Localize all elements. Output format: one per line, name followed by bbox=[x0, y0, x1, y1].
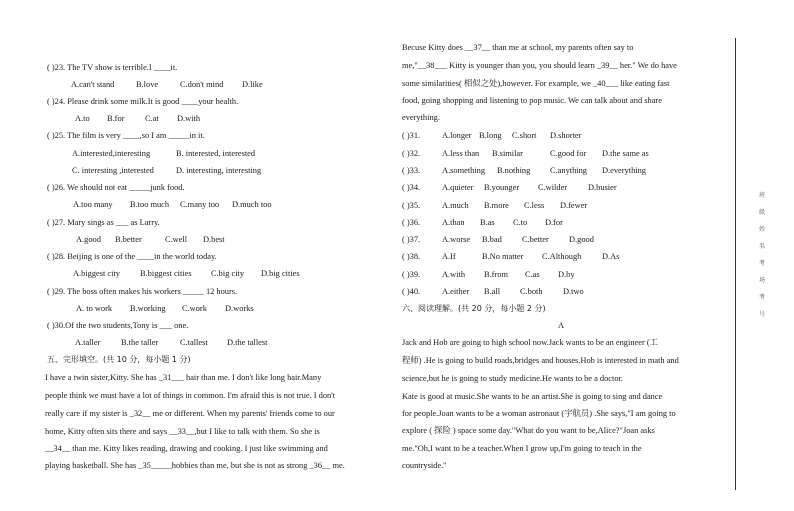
reading-line-1: Jack and Hob are going to high school now.Jack wants to be an engineer (工 bbox=[402, 338, 658, 347]
q28-option-c: C.big city bbox=[211, 269, 245, 278]
section-6-heading: 六、阅读理解。(共 20 分，每小题 2 分) bbox=[402, 304, 546, 313]
margin-char: 考 bbox=[758, 260, 765, 267]
cloze-32-option-c: C.good for bbox=[550, 149, 587, 158]
q26-option-b: B.too much bbox=[130, 200, 170, 209]
cloze-37-number: ( )37. bbox=[402, 235, 421, 244]
q25-option-b: B. interested, interested bbox=[176, 149, 256, 158]
cloze-32-option-a: A.less than bbox=[442, 149, 480, 158]
cloze-38-option-c: C.Although bbox=[542, 252, 582, 261]
cloze-passage-cont-line-4: food, going shopping and listening to pop music. We can talk about and share bbox=[402, 96, 662, 105]
cloze-39-number: ( )39. bbox=[402, 270, 421, 279]
cloze-34-option-b: B.younger bbox=[484, 183, 520, 192]
section-5-heading: 五、完形填空。(共 10 分，每小题 1 分) bbox=[47, 355, 191, 364]
reading-line-5: for people.Joan wants to be a woman astronaut (宇航员) .She says,"I am going to bbox=[402, 409, 676, 418]
reading-line-2: 程师) .He is going to build roads,bridges and houses.Hob is interested in math and bbox=[402, 356, 679, 365]
question-29-stem: ( )29. The boss often makes his workers _____ 12 hours. bbox=[47, 287, 238, 296]
reading-line-6: explore ( 探险 ) space some day."What do you want to be,Alice?"Joan asks bbox=[402, 426, 655, 435]
cloze-36-option-c: C.to bbox=[513, 218, 528, 227]
q23-option-a: A.can't stand bbox=[71, 80, 115, 89]
q23-option-c: C.don't mind bbox=[180, 80, 224, 89]
cloze-40-option-d: D.two bbox=[563, 287, 584, 296]
cloze-33-number: ( )33. bbox=[402, 166, 421, 175]
cloze-32-option-b: B.similar bbox=[492, 149, 523, 158]
cloze-38-option-b: B.No matter bbox=[482, 252, 524, 261]
cloze-35-number: ( )35. bbox=[402, 201, 421, 210]
cloze-35-option-c: C.less bbox=[524, 201, 545, 210]
reading-line-7: me."Oh,I want to be a teacher.When I grow up,I'm going to teach in the bbox=[402, 444, 642, 453]
cloze-33-option-b: B.nothing bbox=[497, 166, 531, 175]
q30-option-b: B.the taller bbox=[121, 338, 159, 347]
cloze-39-option-d: D.by bbox=[558, 270, 575, 279]
cloze-passage-cont-line-1: Becuse Kitty does __37__ than me at school, my parents often say to bbox=[402, 43, 634, 52]
question-23-stem: ( )23. The TV show is terrible.I ____it. bbox=[47, 63, 178, 72]
cloze-40-number: ( )40. bbox=[402, 287, 421, 296]
margin-char: 场 bbox=[758, 277, 765, 284]
q25-option-a: A.interested,interesting bbox=[72, 149, 151, 158]
cloze-38-number: ( )38. bbox=[402, 252, 421, 261]
cloze-36-option-d: D.for bbox=[545, 218, 563, 227]
cloze-passage-line-6: playing basketball. She has _35_____hobbies than me, but she is not as strong _36__ me. bbox=[45, 461, 345, 470]
q29-option-a: A. to work bbox=[76, 304, 113, 313]
cloze-39-option-b: B.from bbox=[484, 270, 508, 279]
q30-option-a: A.taller bbox=[75, 338, 101, 347]
cloze-38-option-a: A.If bbox=[442, 252, 456, 261]
cloze-32-number: ( )32. bbox=[402, 149, 421, 158]
cloze-33-option-c: C.anything bbox=[550, 166, 587, 175]
question-27-stem: ( )27. Mary sings as ___ as Larry. bbox=[47, 218, 160, 227]
cloze-34-number: ( )34. bbox=[402, 183, 421, 192]
q28-option-a: A.biggest city bbox=[73, 269, 120, 278]
margin-char: 班 bbox=[758, 192, 765, 199]
q30-option-d: D.the tallest bbox=[227, 338, 268, 347]
question-28-stem: ( )28. Beijing is one of the ____in the world today. bbox=[47, 252, 217, 261]
cloze-34-option-d: D.busier bbox=[588, 183, 617, 192]
q27-option-c: C.well bbox=[165, 235, 188, 244]
cloze-passage-line-2: people think we must have a lot of things in common. I'm afraid this is not true. I don't bbox=[45, 391, 336, 400]
cloze-37-option-c: C.better bbox=[522, 235, 549, 244]
cloze-37-option-d: D.good bbox=[569, 235, 594, 244]
binding-margin-line bbox=[735, 38, 736, 490]
cloze-passage-line-1: I have a twin sister,Kitty. She has _31___ hair than me. I don't like long hair.Many bbox=[45, 373, 322, 382]
reading-line-4: Kate is good at music.She wants to be an artist.She is going to sing and dance bbox=[402, 392, 663, 401]
q27-option-a: A.good bbox=[76, 235, 101, 244]
cloze-34-option-a: A.quieter bbox=[442, 183, 474, 192]
q26-option-c: C.many too bbox=[180, 200, 220, 209]
cloze-35-option-d: D.fewer bbox=[560, 201, 588, 210]
cloze-36-option-a: A.than bbox=[442, 218, 465, 227]
q23-option-b: B.love bbox=[136, 80, 159, 89]
cloze-passage-cont-line-5: everything. bbox=[402, 113, 440, 122]
q24-option-d: D.with bbox=[177, 114, 201, 123]
cloze-40-option-a: A.either bbox=[442, 287, 470, 296]
q27-option-d: D.best bbox=[203, 235, 225, 244]
cloze-35-option-b: B.more bbox=[484, 201, 509, 210]
q29-option-d: D.works bbox=[225, 304, 254, 313]
margin-char: 级 bbox=[758, 209, 765, 216]
question-25-stem: ( )25. The film is very ____,so I am _____in it. bbox=[47, 131, 205, 140]
cloze-passage-line-3: really care if my sister is _32__ me or different. When my parents' friends come to our bbox=[45, 409, 335, 418]
cloze-passage-cont-line-3: some similarities( 相似之处),however. For example, we _40___ like eating fast bbox=[402, 79, 670, 88]
cloze-39-option-a: A.with bbox=[442, 270, 466, 279]
q29-option-c: C.work bbox=[182, 304, 207, 313]
cloze-39-option-c: C.as bbox=[525, 270, 540, 279]
q28-option-d: D.big cities bbox=[261, 269, 300, 278]
cloze-31-option-b: B.long bbox=[479, 131, 502, 140]
cloze-34-option-c: C.wilder bbox=[538, 183, 568, 192]
margin-char: 名 bbox=[758, 243, 765, 250]
margin-char: 考 bbox=[758, 294, 765, 301]
cloze-31-option-c: C.short bbox=[512, 131, 537, 140]
q29-option-b: B.working bbox=[130, 304, 166, 313]
q25-option-d: D. interesting, interesting bbox=[176, 166, 262, 175]
cloze-33-option-d: D.everything bbox=[602, 166, 646, 175]
cloze-31-option-a: A.longer bbox=[442, 131, 472, 140]
q24-option-c: C.at bbox=[145, 114, 159, 123]
margin-char: 号 bbox=[758, 311, 765, 318]
margin-char: 姓 bbox=[758, 226, 765, 233]
q24-option-a: A.to bbox=[75, 114, 90, 123]
cloze-passage-line-5: __34__ than me. Kitty likes reading, drawing and cooking. I just like swimming and bbox=[45, 444, 328, 453]
q26-option-a: A.too many bbox=[73, 200, 113, 209]
cloze-31-number: ( )31. bbox=[402, 131, 421, 140]
question-26-stem: ( )26. We should not eat _____junk food. bbox=[47, 183, 185, 192]
cloze-37-option-b: B.bad bbox=[482, 235, 502, 244]
q24-option-b: B.for bbox=[107, 114, 125, 123]
cloze-37-option-a: A.worse bbox=[442, 235, 471, 244]
cloze-32-option-d: D.the same as bbox=[602, 149, 649, 158]
cloze-35-option-a: A.much bbox=[442, 201, 469, 210]
cloze-33-option-a: A.something bbox=[442, 166, 486, 175]
cloze-36-number: ( )36. bbox=[402, 218, 421, 227]
q28-option-b: B.biggest cities bbox=[140, 269, 192, 278]
q30-option-c: C.tallest bbox=[180, 338, 208, 347]
q26-option-d: D.much too bbox=[232, 200, 272, 209]
q27-option-b: B.better bbox=[115, 235, 142, 244]
passage-a-label: A bbox=[557, 321, 565, 330]
question-30-stem: ( )30.Of the two students,Tony is ___ one. bbox=[47, 321, 189, 330]
cloze-passage-cont-line-2: me,"__38___ Kitty is younger than you, you should learn _39__ her." We do have bbox=[402, 61, 677, 70]
question-24-stem: ( )24. Please drink some milk.It is good ____your health. bbox=[47, 97, 239, 106]
cloze-40-option-c: C.both bbox=[520, 287, 543, 296]
cloze-31-option-d: D.shorter bbox=[550, 131, 582, 140]
q25-option-c: C. interesting ,interested bbox=[72, 166, 154, 175]
q23-option-d: D.like bbox=[242, 80, 263, 89]
cloze-passage-line-4: home, Kitty often sits there and says __33__,but I like to talk with them. So she is bbox=[45, 427, 320, 436]
cloze-36-option-b: B.as bbox=[480, 218, 495, 227]
cloze-40-option-b: B.all bbox=[484, 287, 501, 296]
reading-line-8: countryside." bbox=[402, 461, 447, 470]
reading-line-3: science,but he is going to study medicine.He wants to be a doctor. bbox=[402, 374, 623, 383]
cloze-38-option-d: D.As bbox=[602, 252, 620, 261]
